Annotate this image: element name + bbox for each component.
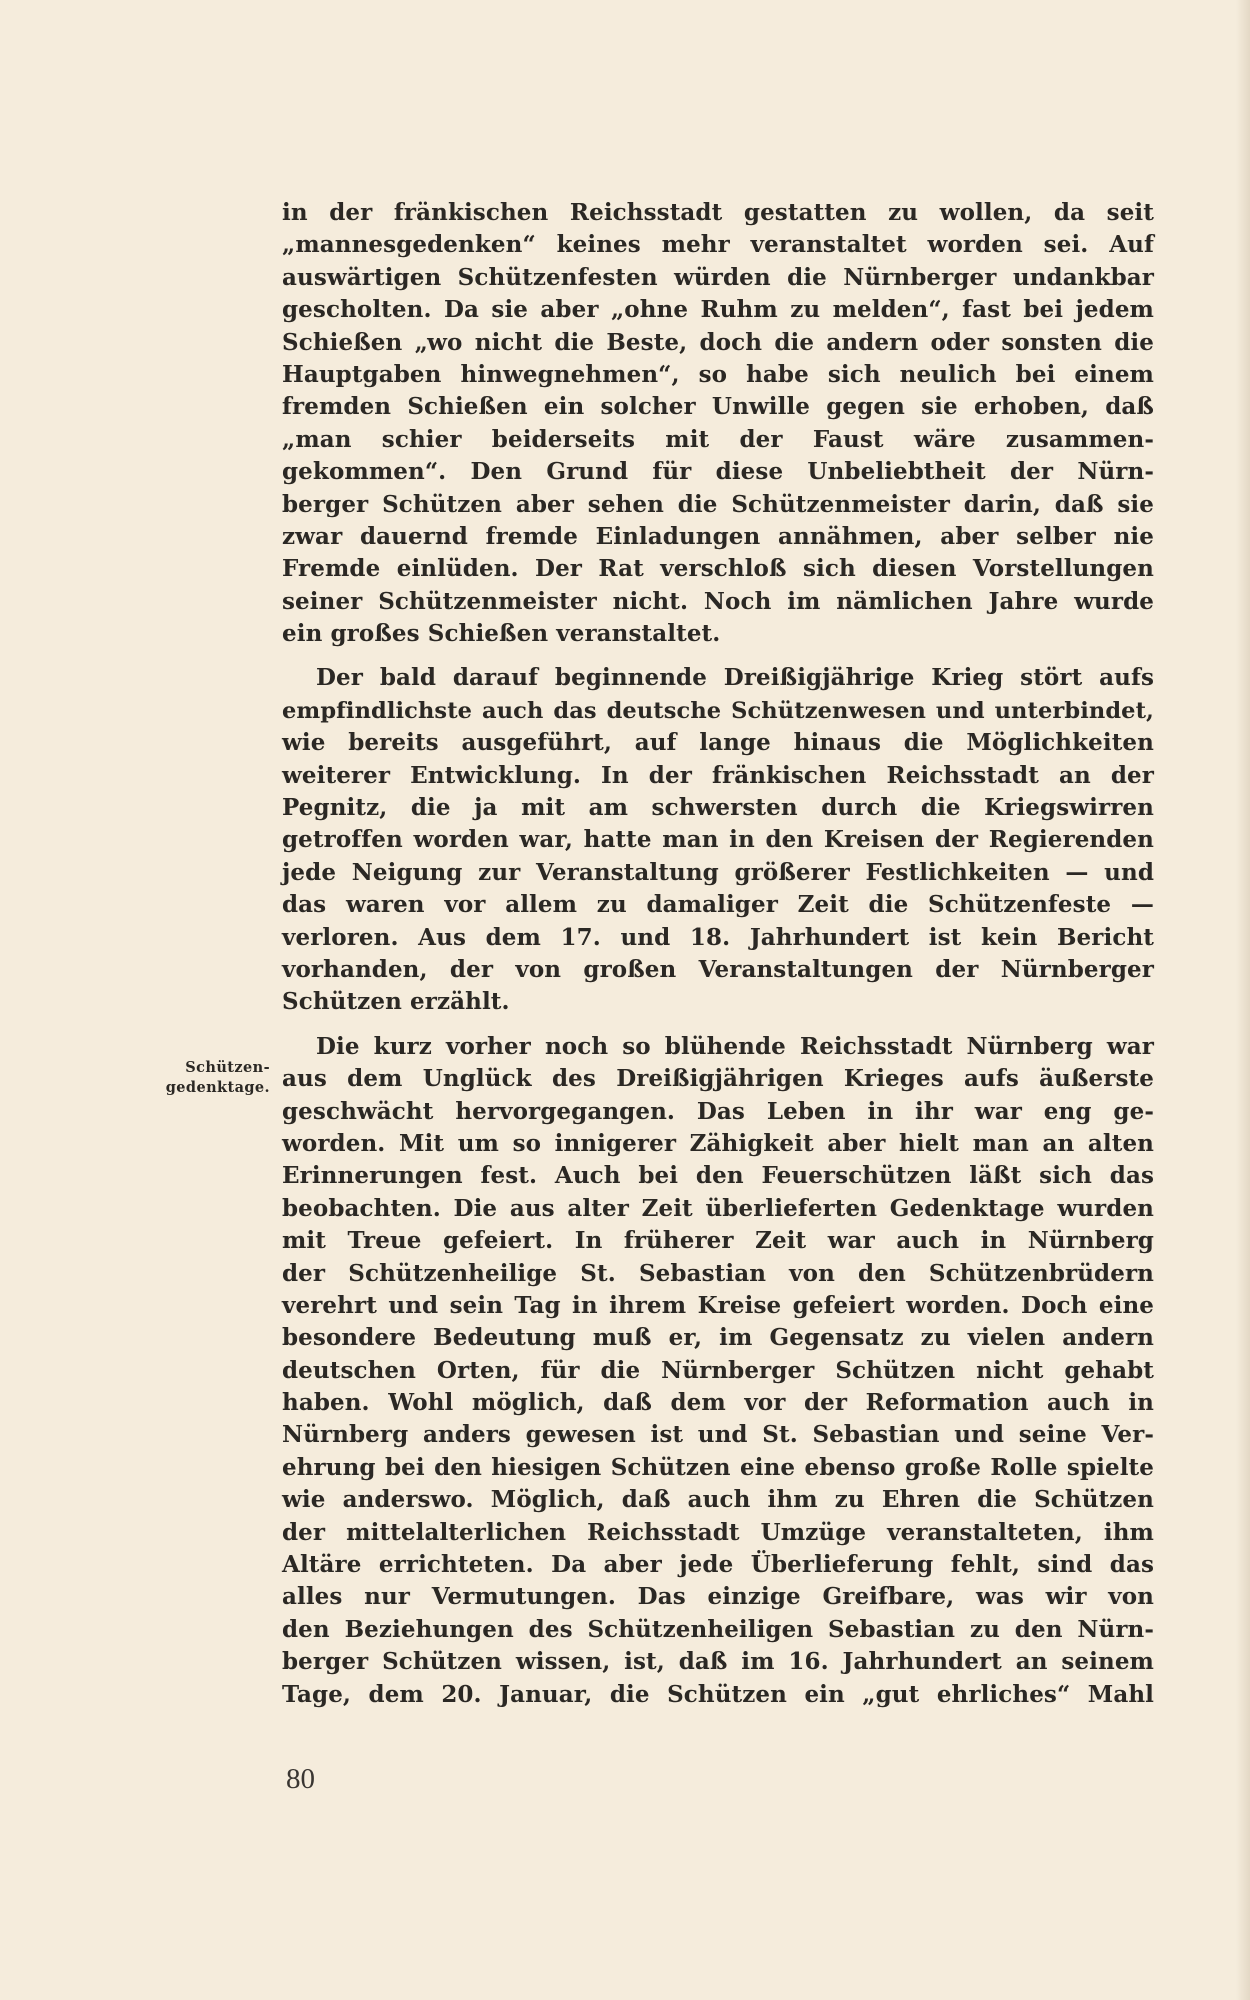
text-line: jede Neigung zur Veranstaltung größerer Festlichkeiten — und — [282, 858, 1154, 886]
text-line: berger Schützen wissen, ist, daß im 16. Jahrhundert an seinem — [282, 1648, 1154, 1676]
text-line: verehrt und sein Tag in ihrem Kreise gefeiert worden. Doch eine — [282, 1291, 1154, 1319]
paragraph — [282, 197, 1154, 650]
text-line: Hauptgaben hinwegnehmen“, so habe sich neulich bei einem — [282, 360, 1154, 388]
text-line: beobachten. Die aus alter Zeit überlieferten Gedenktage wurden — [282, 1194, 1154, 1222]
marginal-note — [140, 1058, 270, 1098]
text-line: Pegnitz, die ja mit am schwersten durch die Kriegswirren — [282, 794, 1154, 822]
text-line: Altäre errichteten. Da aber jede Überlieferung fehlt, sind das — [282, 1551, 1154, 1579]
text-line: „mannesgedenken“ keines mehr veranstaltet worden sei. Auf — [282, 231, 1154, 259]
text-line: getroffen worden war, hatte man in den Kreisen der Regierenden — [282, 826, 1154, 854]
text-line: verloren. Aus dem 17. und 18. Jahrhundert ist kein Bericht — [282, 923, 1154, 951]
page-number: 80 — [286, 1763, 315, 1795]
text-line: der Schützenheilige St. Sebastian von den Schützenbrüdern — [282, 1259, 1154, 1287]
text-line: wie bereits ausgeführt, auf lange hinaus die Möglichkeiten — [282, 729, 1154, 757]
text-line: „man schier beiderseits mit der Faust wäre zusammen- — [282, 425, 1154, 453]
paragraph — [282, 662, 1154, 1018]
text-line: alles nur Vermutungen. Das einzige Greifbare, was wir von — [282, 1583, 1154, 1611]
text-line: zwar dauernd fremde Einladungen annähmen, aber selber nie — [282, 522, 1154, 550]
text-line: Tage, dem 20. Januar, die Schützen ein „gut ehrliches“ Mahl — [282, 1680, 1154, 1708]
text-line: Fremde einlüden. Der Rat verschloß sich diesen Vorstellungen — [282, 555, 1154, 583]
text-line: der mittelalterlichen Reichsstadt Umzüge veranstalteten, ihm — [282, 1518, 1154, 1546]
text-line: Der bald darauf beginnende Dreißigjährige Krieg stört aufs — [316, 664, 1154, 692]
text-line: Schützen erzählt. — [282, 988, 510, 1016]
text-line: wie anderswo. Möglich, daß auch ihm zu Ehren die Schützen — [282, 1486, 1154, 1514]
text-line: haben. Wohl möglich, daß dem vor der Reformation auch in — [282, 1389, 1154, 1417]
text-line: weiterer Entwicklung. In der fränkischen Reichsstadt an der — [282, 761, 1154, 789]
text-line: worden. Mit um so innigerer Zähigkeit aber hielt man an alten — [282, 1129, 1154, 1157]
text-line: ehrung bei den hiesigen Schützen eine ebenso große Rolle spielte — [282, 1453, 1154, 1481]
text-line: geschwächt hervorgegangen. Das Leben in ihr war eng ge- — [282, 1097, 1154, 1125]
paper-edge — [1236, 0, 1250, 2000]
text-line: empfindlichste auch das deutsche Schützenwesen und unterbindet, — [282, 697, 1154, 724]
text-line: den Beziehungen des Schützenheiligen Sebastian zu den Nürn- — [282, 1615, 1154, 1643]
text-line: vorhanden, der von großen Veranstaltungen der Nürnberger — [282, 955, 1154, 983]
marginal-note-line: gedenktage. — [165, 1079, 270, 1096]
body-text — [282, 197, 1154, 1711]
text-line: Schießen „wo nicht die Beste, doch die andern oder sonsten die — [282, 328, 1154, 356]
marginal-note-line: Schützen- — [185, 1059, 270, 1076]
text-line: mit Treue gefeiert. In früherer Zeit war auch in Nürnberg — [282, 1227, 1154, 1255]
text-line: auswärtigen Schützenfesten würden die Nürnberger undankbar — [282, 263, 1154, 291]
text-line: fremden Schießen ein solcher Unwille gegen sie erhoben, daß — [282, 393, 1154, 421]
text-line: berger Schützen aber sehen die Schützenmeister darin, daß sie — [282, 490, 1154, 518]
text-line: in der fränkischen Reichsstadt gestatten zu wollen, da seit — [282, 199, 1154, 226]
text-line: gescholten. Da sie aber „ohne Ruhm zu melden“, fast bei jedem — [282, 296, 1154, 324]
text-line: Nürnberg anders gewesen ist und St. Sebastian und seine Ver- — [282, 1421, 1154, 1449]
text-line: ein großes Schießen veranstaltet. — [282, 620, 721, 648]
text-line: besondere Bedeutung muß er, im Gegensatz zu vielen andern — [282, 1324, 1154, 1352]
paragraph — [282, 1031, 1154, 1711]
text-line: Erinnerungen fest. Auch bei den Feuerschützen läßt sich das — [282, 1162, 1154, 1190]
text-line: aus dem Unglück des Dreißigjährigen Krieges aufs äußerste — [282, 1065, 1154, 1093]
text-line: seiner Schützenmeister nicht. Noch im nämlichen Jahre wurde — [282, 587, 1154, 615]
text-line: Die kurz vorher noch so blühende Reichsstadt Nürnberg war — [316, 1032, 1154, 1060]
text-line: deutschen Orten, für die Nürnberger Schützen nicht gehabt — [282, 1356, 1154, 1384]
text-line: gekommen“. Den Grund für diese Unbeliebtheit der Nürn- — [282, 458, 1154, 486]
text-line: das waren vor allem zu damaliger Zeit die Schützenfeste — — [282, 891, 1154, 919]
